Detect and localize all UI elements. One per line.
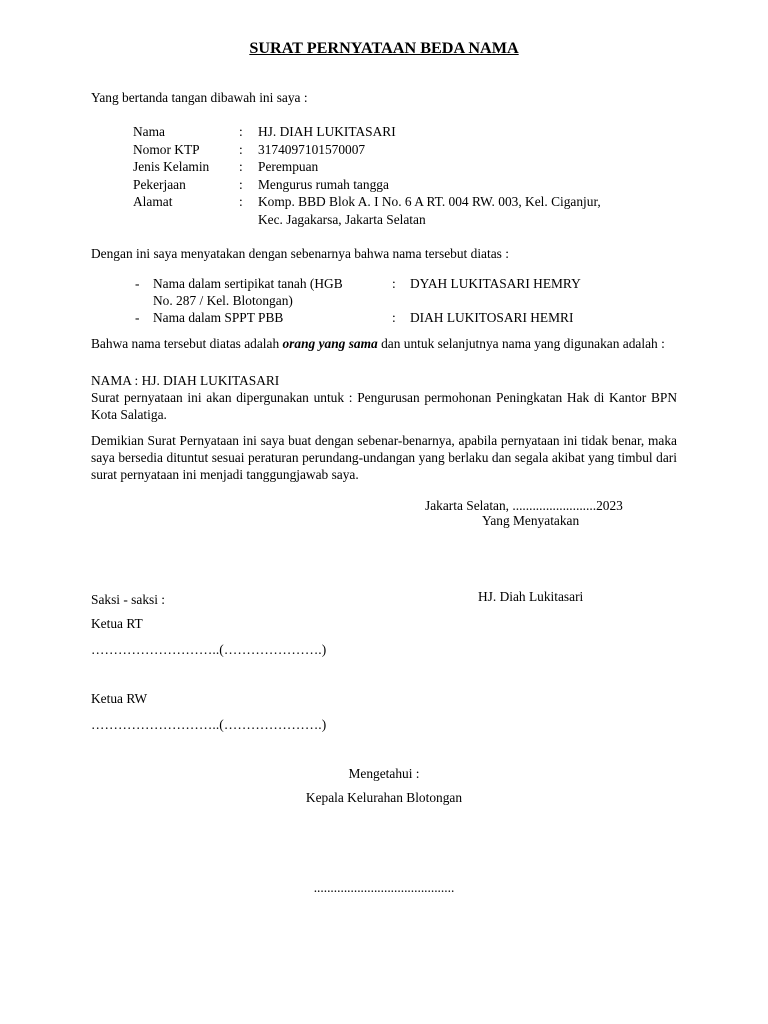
approval-office: Kepala Kelurahan Blotongan — [305, 790, 463, 805]
identity-colon: : — [239, 141, 243, 157]
sppt-colon: : — [392, 310, 396, 325]
signer-role: Yang Menyatakan — [482, 513, 580, 528]
approval-heading: Mengetahui : — [348, 766, 420, 781]
document-title: SURAT PERNYATAAN BEDA NAMA — [249, 39, 519, 57]
rw-label: Ketua RW — [91, 691, 148, 706]
identity-label: Alamat — [133, 194, 173, 209]
identity-value: Perempuan — [258, 159, 319, 174]
rt-label: Ketua RT — [91, 616, 143, 631]
same-person-text-before: Bahwa nama tersebut diatas adalah — [91, 336, 283, 351]
signer-name: HJ. Diah Lukitasari — [478, 589, 584, 604]
identity-value: Mengurus rumah tangga — [258, 176, 389, 192]
identity-colon: : — [239, 194, 243, 209]
sppt-name-value: DIAH LUKITOSARI HEMRI — [410, 310, 574, 325]
identity-colon: : — [239, 176, 243, 192]
statement-text: Dengan ini saya menyatakan dengan sebenarnya bahwa nama tersebut diatas : — [91, 246, 509, 261]
identity-value: HJ. DIAH LUKITASARI — [258, 124, 396, 139]
same-person-emphasis: orang yang sama — [282, 336, 378, 351]
certificate-label-line-2: No. 287 / Kel. Blotongan) — [153, 293, 293, 308]
list-bullet: - — [135, 310, 140, 325]
final-name: NAMA : HJ. DIAH LUKITASARI — [91, 373, 280, 388]
identity-colon: : — [239, 159, 243, 174]
rt-signature-line: ………………………..(………………….) — [91, 642, 327, 657]
identity-value: Komp. BBD Blok A. I No. 6 A RT. 004 RW. 003, Kel. Ciganjur, — [258, 194, 601, 209]
rw-signature-line: ………………………..(………………….) — [91, 717, 327, 732]
same-person-paragraph — [91, 335, 677, 352]
address-line-2: Kec. Jagakarsa, Jakarta Selatan — [258, 211, 426, 227]
place-date: Jakarta Selatan, .........................2023 — [425, 498, 623, 513]
identity-value: 3174097101570007 — [258, 141, 366, 157]
approval-signature-line: .......................................... — [313, 880, 455, 895]
identity-label: Pekerjaan — [133, 176, 186, 192]
identity-label: Jenis Kelamin — [133, 159, 210, 174]
closing-paragraph: Demikian Surat Pernyataan ini saya buat dengan sebenar-benarnya, apabila pernyataan ini tidak benar, maka saya bersedia dituntut sesuai peraturan perundang-undangan yang berlaku dan segala akibat yang timbul dari surat pernyataan ini menjadi tanggungjawab saya. — [91, 433, 677, 482]
list-bullet: - — [135, 276, 140, 291]
witnesses-heading: Saksi - saksi : — [91, 592, 166, 607]
certificate-label: Nama dalam sertipikat tanah (HGB — [153, 276, 343, 291]
sppt-label: Nama dalam SPPT PBB — [153, 310, 284, 325]
intro-text: Yang bertanda tangan dibawah ini saya : — [91, 90, 308, 105]
same-person-text-after: dan untuk selanjutnya nama yang digunakan adalah : — [377, 336, 665, 351]
identity-label: Nomor KTP — [133, 141, 200, 157]
purpose-paragraph: Surat pernyataan ini akan dipergunakan untuk : Pengurusan permohonan Peningkatan Hak di Kantor BPN Kota Salatiga. — [91, 390, 677, 422]
certificate-name-value: DYAH LUKITASARI HEMRY — [410, 276, 581, 291]
identity-colon: : — [239, 124, 243, 139]
identity-label: Nama — [133, 124, 165, 139]
certificate-colon: : — [392, 276, 396, 291]
